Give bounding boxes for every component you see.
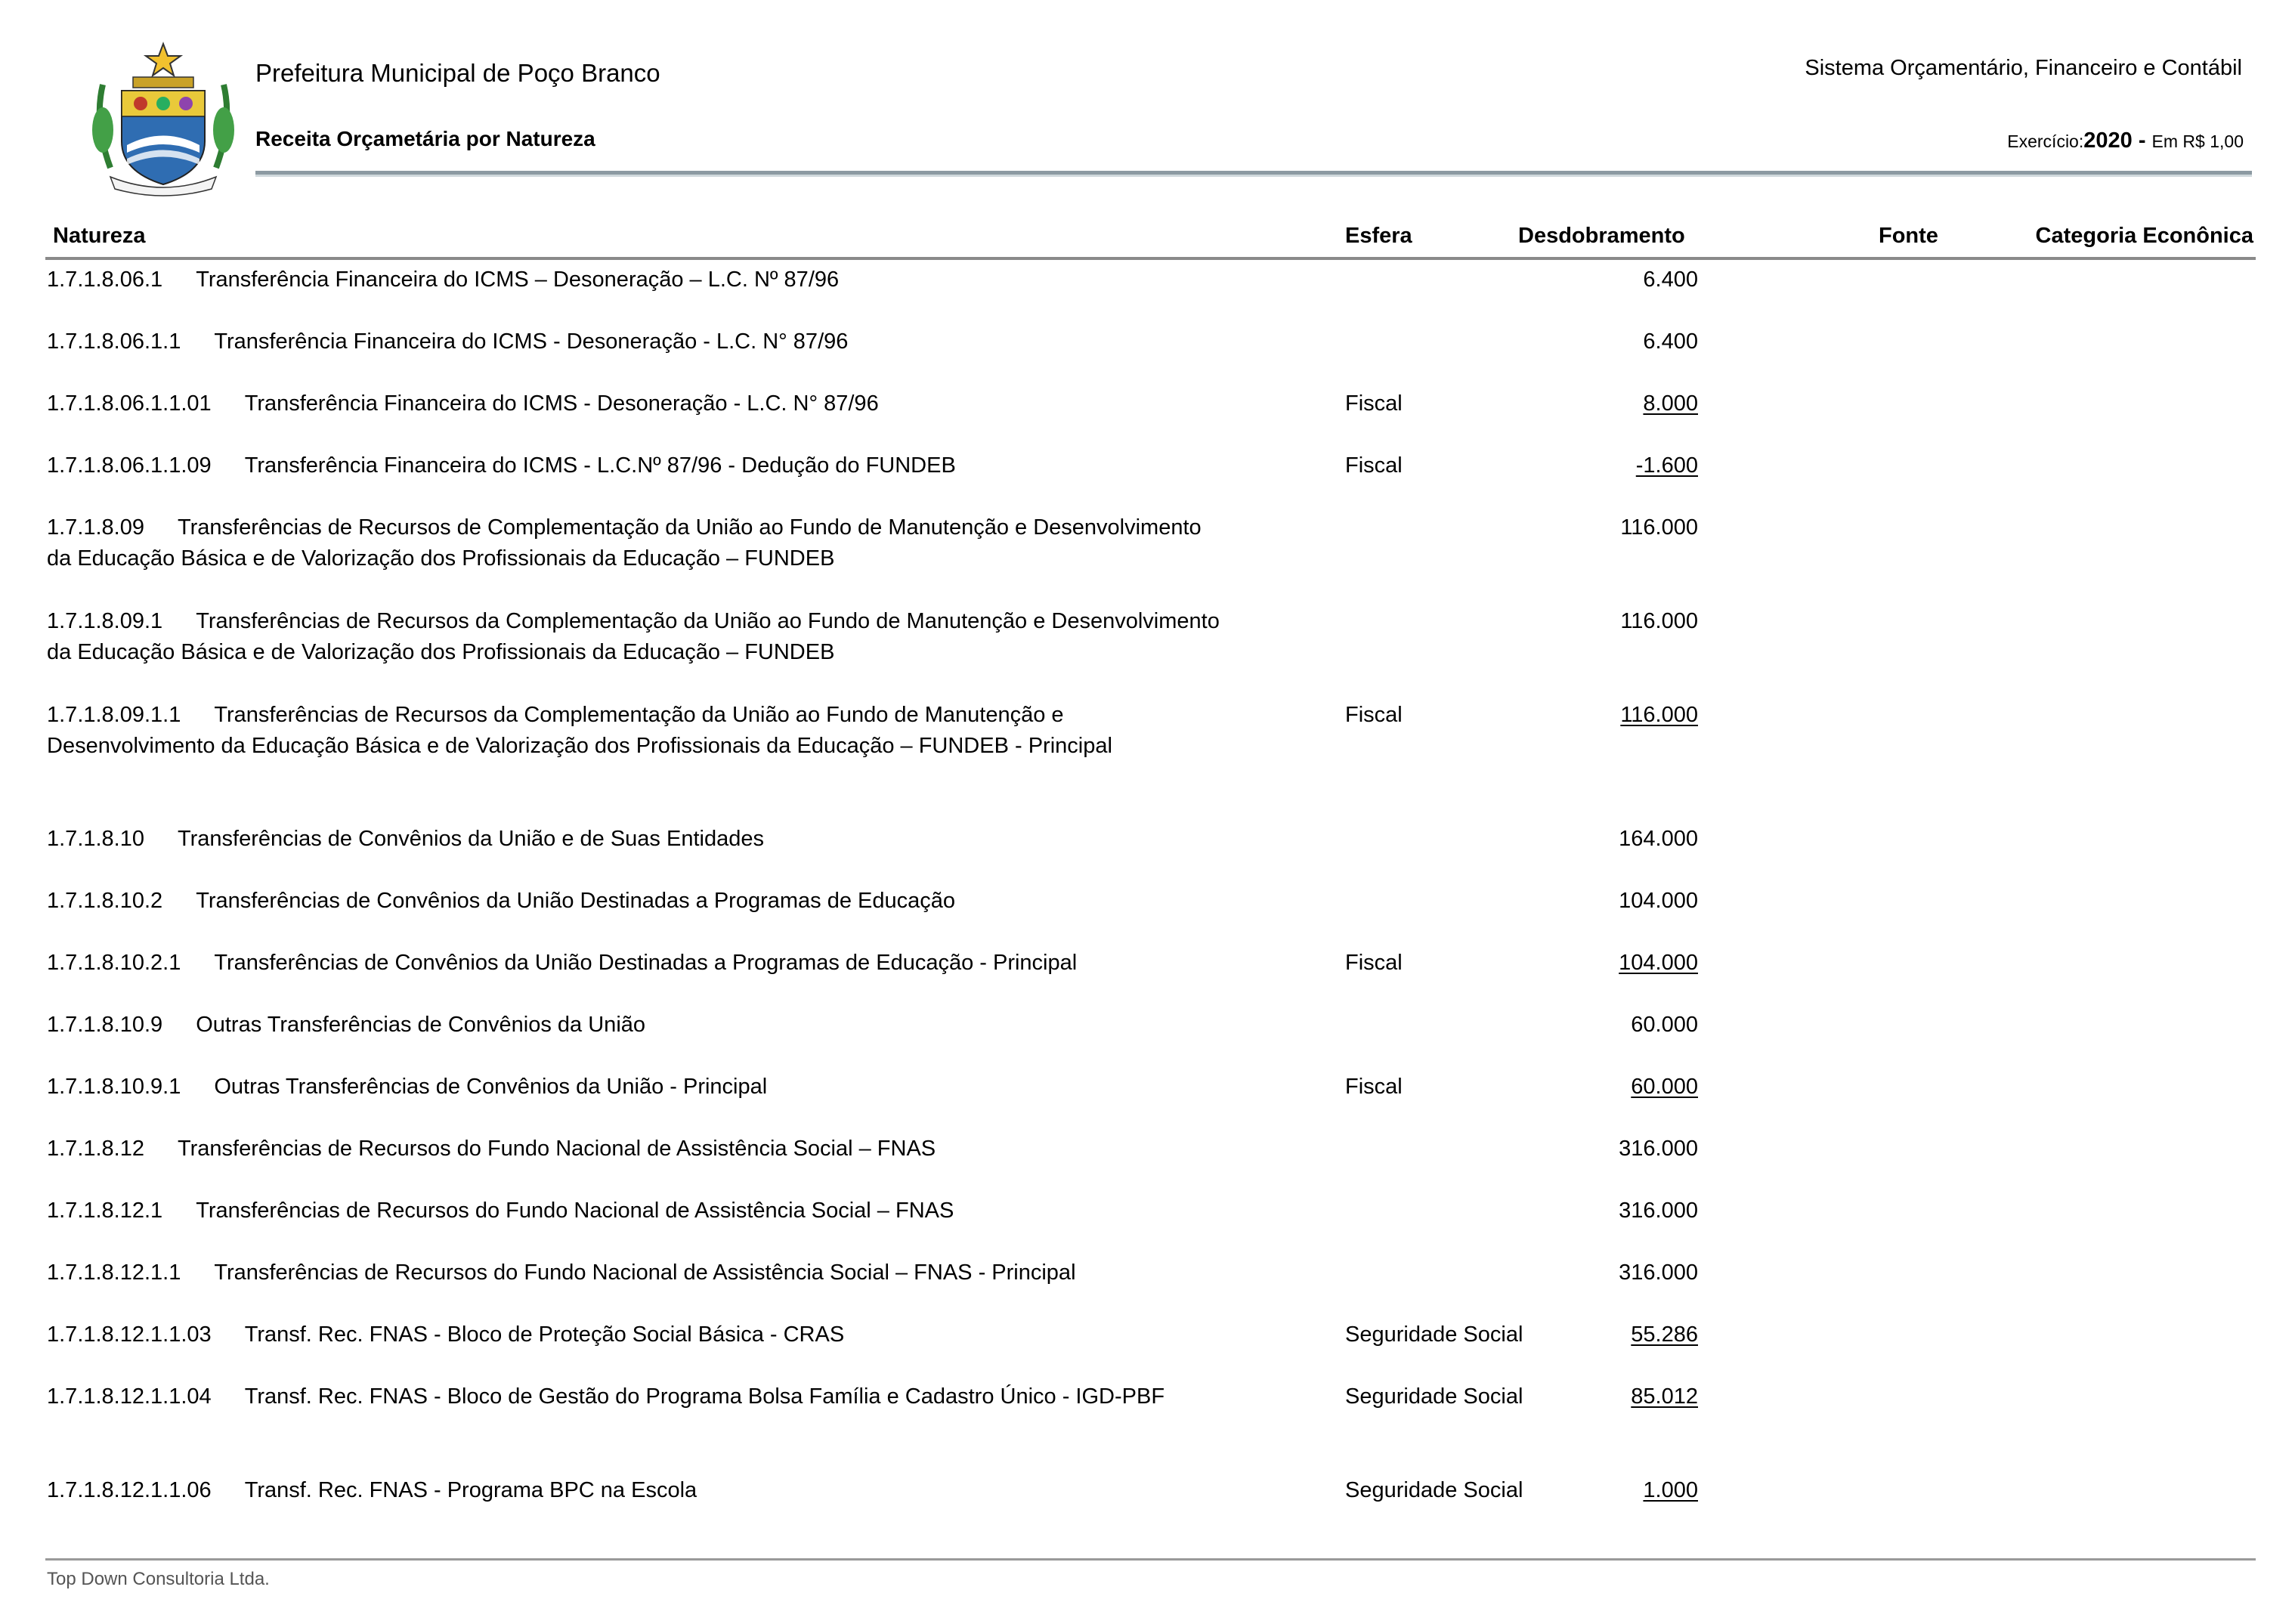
- row-value: 85.012: [1631, 1384, 1698, 1409]
- row-text: Outras Transferências de Convênios da União: [196, 1013, 646, 1037]
- row-text: Transferência Financeira do ICMS – Desoneração – L.C. Nº 87/96: [196, 268, 840, 292]
- row-code: 1.7.1.8.09: [47, 515, 144, 540]
- row-value: 60.000: [1631, 1075, 1698, 1099]
- row-value: 60.000: [1631, 1013, 1698, 1037]
- row-esfera: Seguridade Social: [1345, 1322, 1523, 1347]
- row-description: [47, 1319, 1226, 1350]
- row-description: [47, 512, 1226, 574]
- row-esfera: Fiscal: [1345, 703, 1403, 727]
- row-code: 1.7.1.8.10.9: [47, 1013, 163, 1037]
- header-divider: [255, 171, 2252, 177]
- row-value: 316.000: [1619, 1137, 1698, 1161]
- row-description: [47, 948, 1226, 979]
- row-esfera: Seguridade Social: [1345, 1384, 1523, 1409]
- row-text: Transferência Financeira do ICMS - Desoneração - L.C. N° 87/96: [244, 391, 879, 416]
- row-code: 1.7.1.8.09.1.1: [47, 703, 181, 727]
- row-description: [47, 824, 1226, 855]
- row-value: -1.600: [1635, 453, 1698, 478]
- row-value: 8.000: [1643, 391, 1698, 416]
- row-text: Transferências de Convênios da União e de Suas Entidades: [178, 827, 764, 851]
- row-esfera: Fiscal: [1345, 391, 1403, 416]
- column-header-desdobramento: Desdobramento: [1518, 224, 1685, 248]
- row-code: 1.7.1.8.06.1.1.09: [47, 453, 212, 478]
- row-code: 1.7.1.8.12.1.1.06: [47, 1478, 212, 1502]
- row-value: 316.000: [1619, 1199, 1698, 1223]
- row-text: Transferências de Recursos do Fundo Nacional de Assistência Social – FNAS - Principal: [214, 1261, 1076, 1285]
- row-esfera: Fiscal: [1345, 1075, 1403, 1099]
- row-description: [47, 1257, 1226, 1288]
- row-description: [47, 1010, 1226, 1041]
- row-code: 1.7.1.8.10: [47, 827, 144, 851]
- row-description: [47, 1072, 1226, 1103]
- row-code: 1.7.1.8.06.1.1: [47, 329, 181, 354]
- column-header-natureza: Natureza: [53, 224, 146, 248]
- row-code: 1.7.1.8.12.1.1.04: [47, 1384, 212, 1409]
- row-code: 1.7.1.8.12.1.1.03: [47, 1322, 212, 1347]
- row-description: [47, 1475, 1226, 1506]
- row-code: 1.7.1.8.10.2: [47, 889, 163, 913]
- column-header-fonte: Fonte: [1879, 224, 1938, 248]
- column-header-esfera: Esfera: [1345, 224, 1412, 248]
- row-text: Outras Transferências de Convênios da União - Principal: [214, 1075, 768, 1099]
- row-value: 116.000: [1620, 609, 1698, 633]
- system-name: Sistema Orçamentário, Financeiro e Contábil: [1805, 56, 2242, 80]
- coat-of-arms-icon: [80, 39, 246, 198]
- row-text: Transf. Rec. FNAS - Bloco de Gestão do Programa Bolsa Família e Cadastro Único - IGD-PBF: [244, 1384, 1165, 1409]
- row-text: Transferências de Convênios da União Destinadas a Programas de Educação: [196, 889, 956, 913]
- row-esfera: Seguridade Social: [1345, 1478, 1523, 1502]
- column-header-categoria: Categoria Econônica: [2035, 224, 2253, 248]
- row-text: Transferências de Recursos de Complementação da União ao Fundo de Manutenção e Desenvolvimento da Educação Básica e de Valorização dos Profissionais da Educação – FUNDEB: [47, 515, 1202, 571]
- row-description: [47, 606, 1226, 668]
- organization-name: Prefeitura Municipal de Poço Branco: [255, 59, 660, 87]
- row-code: 1.7.1.8.12.1: [47, 1199, 163, 1223]
- fiscal-year: 2020: [2083, 128, 2133, 153]
- row-code: 1.7.1.8.09.1: [47, 609, 163, 633]
- row-description: [47, 388, 1226, 419]
- row-text: Transferência Financeira do ICMS - Desoneração - L.C. N° 87/96: [214, 329, 849, 354]
- row-code: 1.7.1.8.10.2.1: [47, 951, 181, 975]
- fiscal-year-separator: -: [2132, 128, 2152, 153]
- row-esfera: Fiscal: [1345, 453, 1403, 478]
- row-value: 316.000: [1619, 1261, 1698, 1285]
- fiscal-year-label: Exercício:: [2007, 131, 2084, 151]
- row-code: 1.7.1.8.06.1.1.01: [47, 391, 212, 416]
- row-description: [47, 1134, 1226, 1165]
- row-code: 1.7.1.8.10.9.1: [47, 1075, 181, 1099]
- column-header-divider: [45, 257, 2256, 260]
- report-title: Receita Orçametária por Natureza: [255, 127, 595, 150]
- row-text: Transferências de Recursos da Complementação da União ao Fundo de Manutenção e Desenvolvimento da Educação Básica e de Valorização dos Profissionais da Educação – FUNDEB - Principal: [47, 703, 1112, 758]
- row-description: [47, 326, 1226, 357]
- row-value: 116.000: [1620, 703, 1698, 727]
- row-code: 1.7.1.8.12.1.1: [47, 1261, 181, 1285]
- row-value: 164.000: [1619, 827, 1698, 851]
- currency-label: Em R$ 1,00: [2151, 131, 2244, 151]
- row-value: 1.000: [1643, 1478, 1698, 1502]
- row-description: [47, 886, 1226, 917]
- footer-company: Top Down Consultoria Ltda.: [47, 1569, 270, 1589]
- row-value: 104.000: [1619, 889, 1698, 913]
- row-text: Transferências de Recursos da Complementação da União ao Fundo de Manutenção e Desenvolvimento da Educação Básica e de Valorização dos Profissionais da Educação – FUNDEB: [47, 609, 1220, 664]
- row-text: Transferências de Recursos do Fundo Nacional de Assistência Social – FNAS: [196, 1199, 954, 1223]
- row-text: Transferências de Convênios da União Destinadas a Programas de Educação - Principal: [214, 951, 1078, 975]
- row-description: [47, 450, 1226, 481]
- row-value: 6.400: [1643, 329, 1698, 354]
- fiscal-year-info: [2007, 128, 2244, 153]
- footer-divider: [45, 1558, 2256, 1561]
- row-value: 55.286: [1631, 1322, 1698, 1347]
- row-code: 1.7.1.8.12: [47, 1137, 144, 1161]
- row-text: Transferências de Recursos do Fundo Nacional de Assistência Social – FNAS: [178, 1137, 936, 1161]
- row-text: Transf. Rec. FNAS - Bloco de Proteção Social Básica - CRAS: [244, 1322, 845, 1347]
- row-description: [47, 1196, 1226, 1227]
- row-value: 116.000: [1620, 515, 1698, 540]
- row-description: [47, 1381, 1226, 1412]
- row-esfera: Fiscal: [1345, 951, 1403, 975]
- row-text: Transferência Financeira do ICMS - L.C.Nº 87/96 - Dedução do FUNDEB: [244, 453, 956, 478]
- row-value: 6.400: [1643, 268, 1698, 292]
- row-value: 104.000: [1619, 951, 1698, 975]
- row-description: [47, 700, 1226, 762]
- row-text: Transf. Rec. FNAS - Programa BPC na Escola: [244, 1478, 697, 1502]
- row-description: [47, 264, 1226, 295]
- row-code: 1.7.1.8.06.1: [47, 268, 163, 292]
